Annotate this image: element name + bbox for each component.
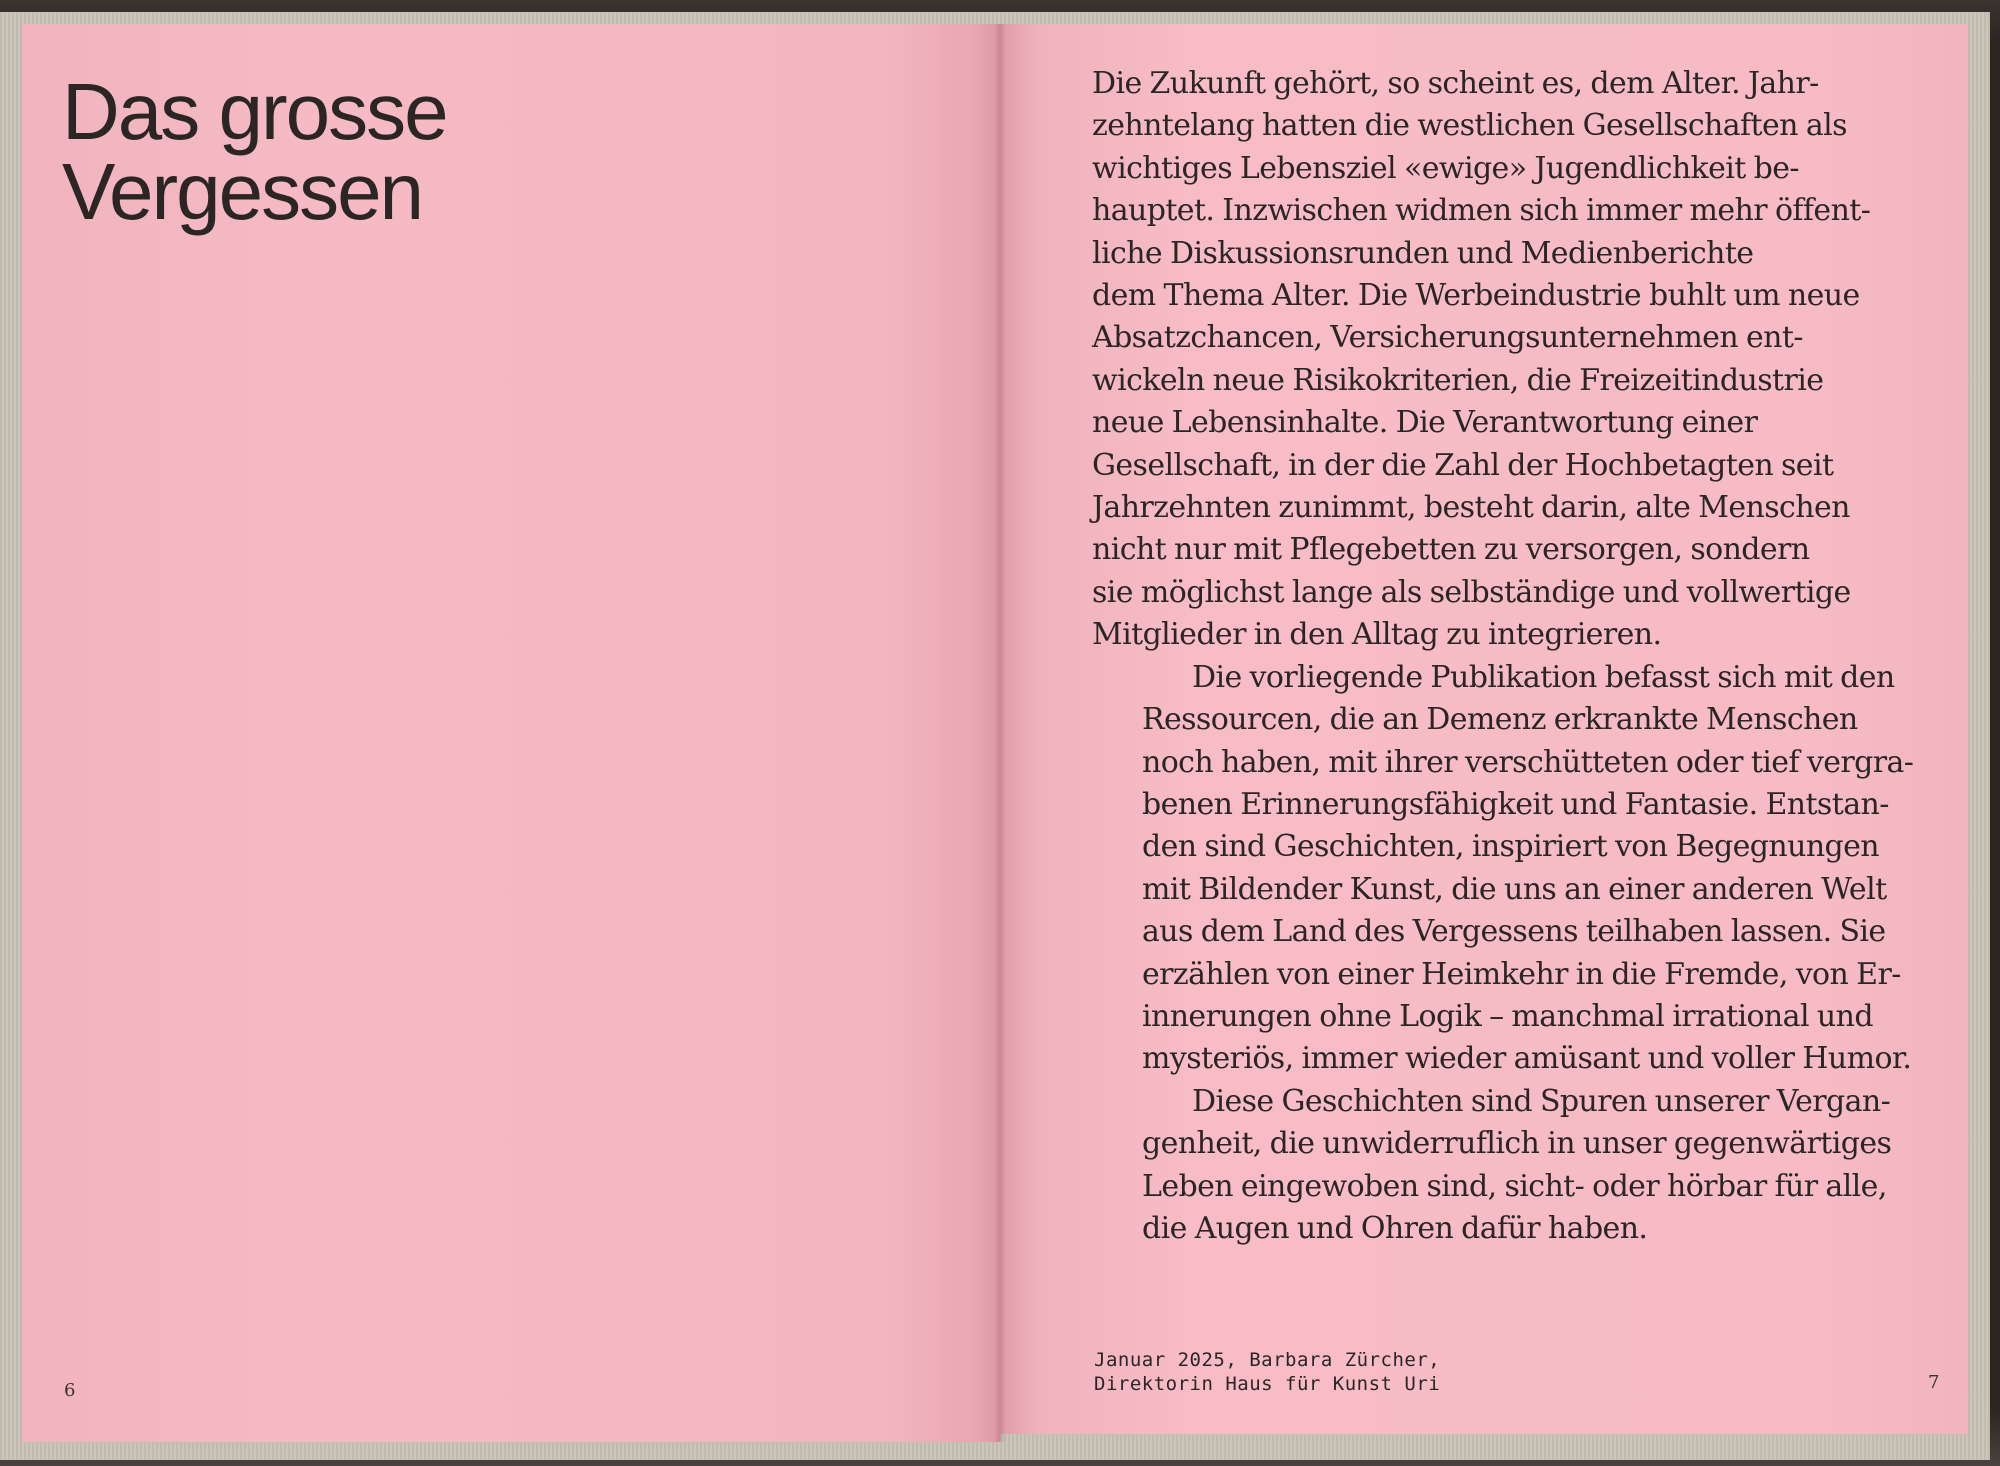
text-line: wichtiges Lebensziel «ewige» Jugendlichkeit be- xyxy=(1092,150,1799,186)
text-line: Diese Geschichten sind Spuren unserer Vergan- xyxy=(1192,1083,1891,1119)
text-line: wickeln neue Risikokriterien, die Freizeitindustrie xyxy=(1092,362,1824,398)
text-line: erzählen von einer Heimkehr in die Fremde, von Er- xyxy=(1142,956,1901,992)
title-line-1: Das grosse xyxy=(62,67,447,156)
text-line: Ressourcen, die an Demenz erkrankte Menschen xyxy=(1142,702,1858,738)
text-line: benen Erinnerungsfähigkeit und Fantasie. Entstan- xyxy=(1142,786,1889,822)
page-number-right: 7 xyxy=(1928,1372,1940,1393)
text-line: mit Bildender Kunst, die uns an einer anderen Welt xyxy=(1142,871,1887,907)
paragraph-1 xyxy=(1092,63,1952,657)
text-line: die Augen und Ohren dafür haben. xyxy=(1142,1210,1648,1246)
text-line: liche Diskussionsrunden und Medienberichte xyxy=(1092,235,1754,271)
book-gutter xyxy=(994,24,1006,1442)
text-line: Jahrzehnten zunimmt, besteht darin, alte Menschen xyxy=(1092,490,1850,526)
text-line: zehntelang hatten die westlichen Gesellschaften als xyxy=(1092,108,1847,144)
text-line: Absatzchancen, Versicherungsunternehmen ent- xyxy=(1092,320,1803,356)
text-line: sie möglichst lange als selbständige und vollwertige xyxy=(1092,574,1851,610)
text-line: Mitglieder in den Alltag zu integrieren. xyxy=(1092,617,1662,653)
text-line: Leben eingewoben sind, sicht- oder hörbar für alle, xyxy=(1142,1168,1887,1204)
text-line: nicht nur mit Pflegebetten zu versorgen, sondern xyxy=(1092,532,1810,568)
text-line: noch haben, mit ihrer verschütteten oder tief vergra- xyxy=(1142,744,1914,780)
text-line: den sind Geschichten, inspiriert von Begegnungen xyxy=(1142,829,1880,865)
signature xyxy=(1094,1348,1440,1396)
page-number-left: 6 xyxy=(64,1380,76,1401)
title-line-2: Vergessen xyxy=(62,147,423,236)
text-line: Gesellschaft, in der die Zahl der Hochbetagten seit xyxy=(1092,447,1834,483)
text-line: aus dem Land des Vergessens teilhaben lassen. Sie xyxy=(1142,914,1886,950)
paragraph-2 xyxy=(1092,657,1952,1081)
text-line: innerungen ohne Logik – manchmal irrational und xyxy=(1142,998,1873,1034)
text-line: hauptet. Inzwischen widmen sich immer mehr öffent- xyxy=(1092,193,1871,229)
text-line: neue Lebensinhalte. Die Verantwortung einer xyxy=(1092,405,1758,441)
text-line: dem Thema Alter. Die Werbeindustrie buhlt um neue xyxy=(1092,278,1860,314)
text-line: mysteriös, immer wieder amüsant und voller Humor. xyxy=(1142,1041,1912,1077)
text-line: Die Zukunft gehört, so scheint es, dem Alter. Jahr- xyxy=(1092,66,1819,101)
text-line: genheit, die unwiderruflich in unser gegenwärtiges xyxy=(1142,1126,1892,1162)
page-title xyxy=(62,67,762,236)
signature-line-2: Direktorin Haus für Kunst Uri xyxy=(1094,1373,1441,1395)
body-text xyxy=(1092,63,1952,1250)
text-line: Die vorliegende Publikation befasst sich mit den xyxy=(1192,659,1895,695)
signature-line-1: Januar 2025, Barbara Zürcher, xyxy=(1094,1349,1441,1371)
paragraph-3 xyxy=(1092,1081,1952,1251)
left-page xyxy=(22,24,1000,1442)
